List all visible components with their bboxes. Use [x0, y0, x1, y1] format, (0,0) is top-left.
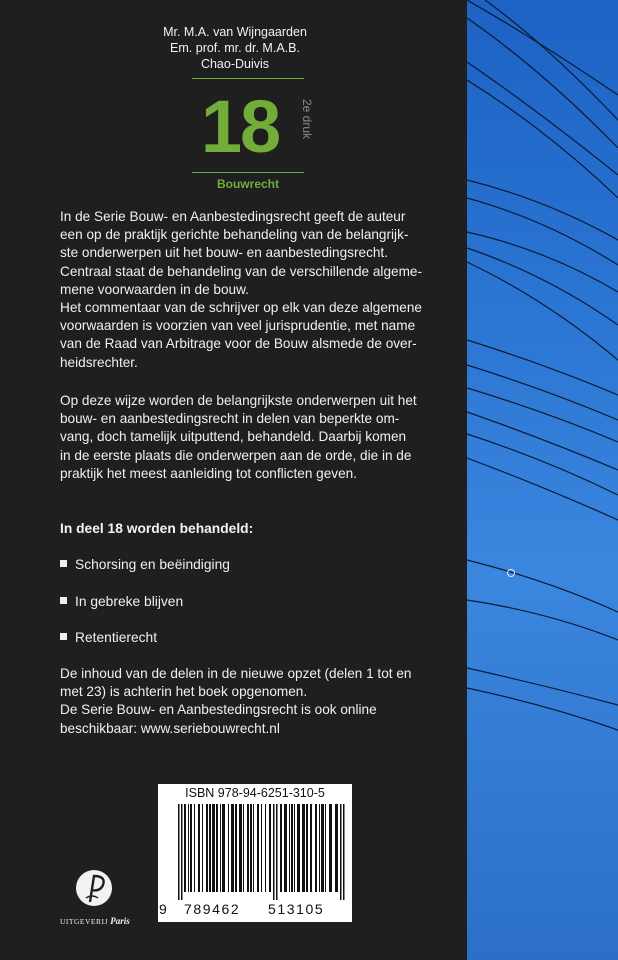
- publisher-name: [60, 916, 130, 926]
- barcode-bar: [294, 804, 295, 892]
- barcode-bar: [343, 804, 345, 900]
- barcode-bar: [184, 804, 186, 892]
- topic-label: Schorsing en beëindiging: [75, 557, 230, 572]
- barcode-bar: [280, 804, 282, 892]
- edition-label: 2e druk: [300, 98, 314, 140]
- text-line: vang, doch tamelijk uitputtend, behandeld. Daarbij komen: [60, 429, 407, 445]
- intro-paragraph: [60, 208, 448, 372]
- ean-first-digit: 9: [159, 901, 169, 917]
- barcode-bar: [325, 804, 326, 892]
- barcode-bar: [276, 804, 278, 900]
- text-line: ste onderwerpen uit het bouw- en aanbestedingsrecht.: [60, 245, 388, 261]
- barcode-bar: [231, 804, 234, 892]
- barcode-bar: [194, 804, 195, 892]
- bullet-square-icon: [60, 597, 67, 604]
- text-line: Het commentaar van de schrijver op elk van deze algemene: [60, 300, 422, 316]
- barcode-bar: [250, 804, 252, 892]
- barcode-bar: [212, 804, 215, 892]
- barcode-bar: [228, 804, 229, 892]
- isbn-number: ISBN 978-94-6251-310-5: [185, 786, 325, 800]
- barcode-bar: [291, 804, 293, 892]
- barcode-bar: [269, 804, 271, 892]
- text-line: beschikbaar: www.seriebouwrecht.nl: [60, 720, 280, 736]
- publisher-brand: Paris: [110, 916, 130, 926]
- publisher-prefix: UITGEVERIJ: [60, 917, 108, 926]
- barcode-bar: [297, 804, 300, 892]
- barcode-bar: [247, 804, 249, 892]
- barcode-bar: [253, 804, 254, 892]
- text-line: Op deze wijze worden de belangrijkste onderwerpen uit het: [60, 393, 417, 408]
- topic-item: [60, 594, 183, 609]
- barcode-bar: [178, 804, 180, 900]
- text-line: praktijk het meest aanleiding tot conflicten geven.: [60, 465, 357, 481]
- barcode-bars: [164, 804, 346, 900]
- closing-paragraph: [60, 665, 448, 738]
- ean-digits: [158, 900, 352, 920]
- text-line: De inhoud van de delen in de nieuwe opzet (delen 1 tot en: [60, 666, 412, 681]
- barcode-bar: [273, 804, 275, 900]
- text-line: Centraal staat de behandeling van de verschillende algeme-: [60, 263, 422, 279]
- barcode-bar: [284, 804, 287, 892]
- barcode-bar: [321, 804, 324, 892]
- barcode-bar: [340, 804, 342, 900]
- text-line: een op de praktijk gerichte behandeling van de belangrijk-: [60, 227, 409, 243]
- text-line: voorwaarden is voorzien van veel jurisprudentie, met name: [60, 318, 416, 334]
- barcode-bar: [243, 804, 244, 892]
- barcode-bar: [216, 804, 218, 892]
- barcode-bar: [235, 804, 237, 892]
- text-line: met 23) is achterin het boek opgenomen.: [60, 684, 308, 700]
- barcode-bar: [202, 804, 203, 892]
- ean-right-group: 513105: [268, 901, 325, 917]
- author-line-1: Mr. M.A. van Wijngaarden: [163, 25, 307, 39]
- barcode-bar: [198, 804, 200, 892]
- text-line: De Serie Bouw- en Aanbestedingsrecht is ook online: [60, 702, 377, 718]
- topic-item: [60, 557, 230, 572]
- barcode-bar: [329, 804, 332, 892]
- bottom-divider: [192, 172, 304, 173]
- text-line: In de Serie Bouw- en Aanbestedingsrecht geeft de auteur: [60, 209, 406, 224]
- barcode-bar: [306, 804, 308, 892]
- text-line: in de eerste plaats die onderwerpen aan de orde, die in de: [60, 447, 412, 463]
- method-paragraph: [60, 392, 448, 483]
- barcode-bar: [206, 804, 208, 892]
- barcode-bar: [222, 804, 225, 892]
- topic-item: [60, 630, 157, 645]
- barcode-label: [158, 784, 352, 922]
- power-lines-illustration: [467, 0, 618, 960]
- topics-heading: In deel 18 worden behandeld:: [60, 521, 254, 536]
- volume-number: 18: [200, 85, 280, 168]
- barcode-bar: [310, 804, 312, 892]
- barcode-bar: [239, 804, 242, 892]
- bullet-square-icon: [60, 633, 67, 640]
- barcode-bar: [188, 804, 189, 892]
- publisher-logo-icon: [72, 868, 116, 912]
- bullet-square-icon: [60, 560, 67, 567]
- barcode-bar: [190, 804, 192, 892]
- sky-photo: [467, 0, 618, 960]
- barcode-bar: [335, 804, 338, 892]
- topic-label: Retentierecht: [75, 630, 158, 645]
- ean-left-group: 789462: [184, 901, 241, 917]
- barcode-bar: [315, 804, 317, 892]
- text-line: heidsrechter.: [60, 354, 138, 370]
- top-divider: [192, 78, 304, 79]
- barcode-bar: [181, 804, 183, 900]
- barcode-bar: [319, 804, 320, 892]
- author-line-2: Em. prof. mr. dr. M.A.B.: [170, 41, 300, 55]
- barcode-bar: [302, 804, 305, 892]
- barcode-bar: [257, 804, 259, 892]
- barcode-bar: [261, 804, 262, 892]
- text-line: van de Raad van Arbitrage voor de Bouw alsmede de over-: [60, 336, 417, 352]
- author-line-3: Chao-Duivis: [200, 57, 270, 71]
- text-line: mene voorwaarden in de bouw.: [60, 281, 249, 297]
- barcode-bar: [265, 804, 266, 892]
- series-name: Bouwrecht: [216, 177, 279, 191]
- author-block: [140, 24, 330, 72]
- barcode-bar: [209, 804, 211, 892]
- topic-label: In gebreke blijven: [75, 594, 184, 609]
- barcode-bar: [220, 804, 221, 892]
- text-line: bouw- en aanbestedingsrecht in delen van beperkte om-: [60, 411, 400, 427]
- barcode-bar: [289, 804, 290, 892]
